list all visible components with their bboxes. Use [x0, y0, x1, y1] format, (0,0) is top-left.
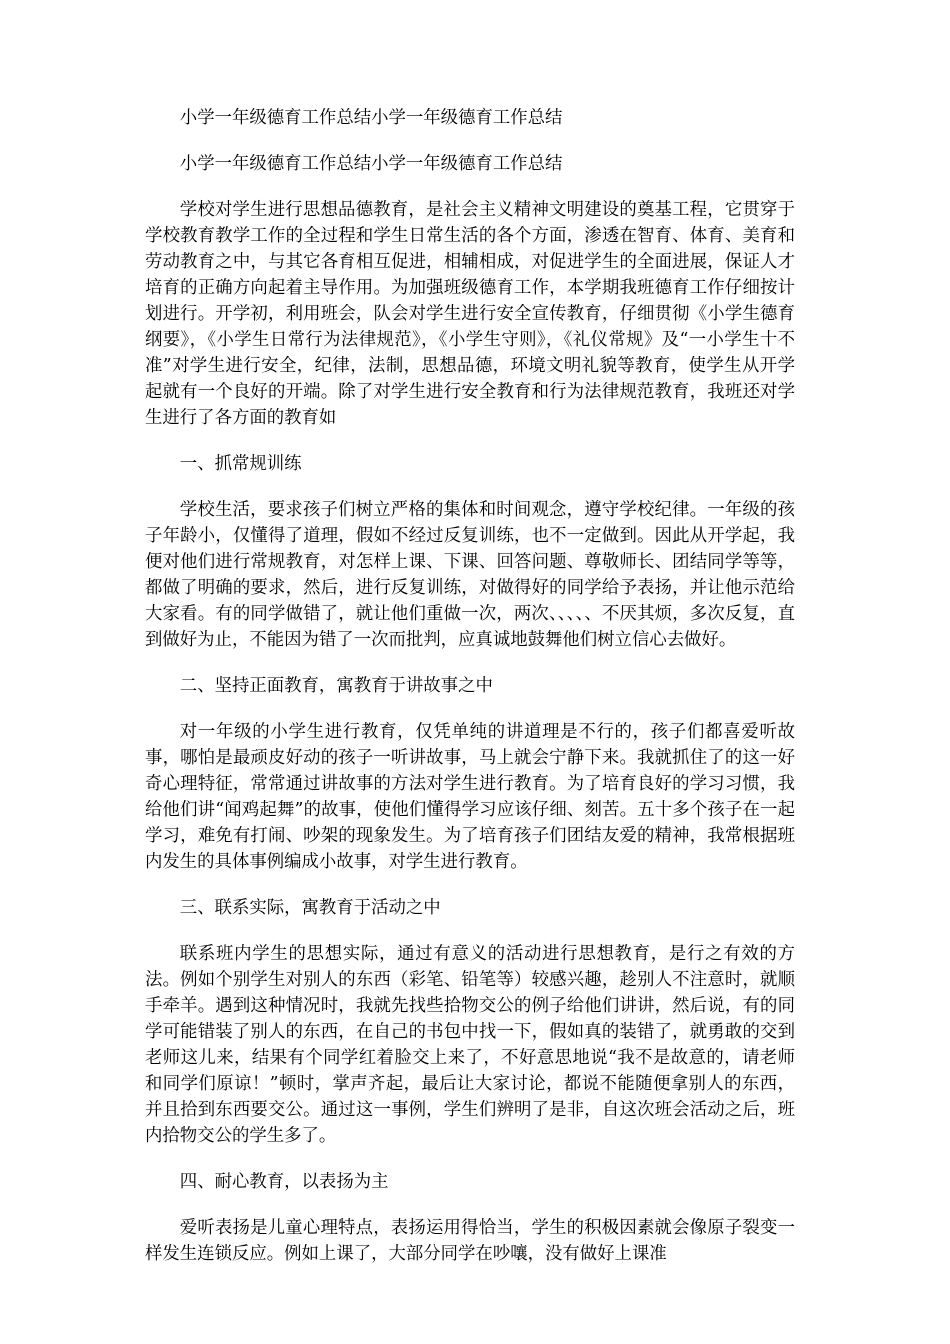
section-heading-2: 二、坚持正面教育，寓教育于讲故事之中	[179, 676, 493, 696]
document-title: 小学一年级德育工作总结小学一年级德育工作总结	[179, 108, 563, 128]
section-paragraph-3: 联系班内学生的思想实际，通过有意义的活动进行思想教育，是行之有效的方法。例如个别学生对别人的东西（彩笔、铅笔等）较感兴趣，趁别人不注意时，就顺手牵羊。遇到这种情况时，我就先找些拾物交公的例子给他们讲讲，然后说，有的同学可能错装了别人的东西，在自己的书包中找一下，假如真的装错了，就勇敢的交到老师这儿来，结果有个同学红着脸交上来了，不好意思地说“我不是故意的，请老师和同学们原谅！”顿时，掌声齐起，最后让大家讨论，都说不能随便拿别人的东西，并且拾到东西要交公。通过这一事例，学生们辨明了是非，自这次班会活动之后，班内拾物交公的学生多了。	[145, 944, 795, 1146]
section-heading-3: 三、联系实际，寓教育于活动之中	[179, 898, 441, 918]
section-heading-1: 一、抓常规训练	[179, 454, 302, 474]
intro-paragraph: 学校对学生进行思想品德教育，是社会主义精神文明建设的奠基工程，它贯穿于学校教育教学工作的全过程和学生日常生活的各个方面，渗透在智育、体育、美育和劳动教育之中，与其它各育相互促进，相辅相成，对促进学生的全面进展，保证人才培育的正确方向起着主导作用。为加强班级德育工作，本学期我班德育工作仔细按计划进行。开学初，利用班会，队会对学生进行安全宣传教育，仔细贯彻《小学生德育纲要》，《小学生日常行为法律规范》，《小学生守则》，《礼仪常规》及“一小学生十不准”对学生进行安全，纪律，法制，思想品德，环境文明礼貌等教育，使学生从开学起就有一个良好的开端。除了对学生进行安全教育和行为法律规范教育，我班还对学生进行了各方面的教育如	[145, 200, 795, 428]
section-paragraph-2: 对一年级的小学生进行教育，仅凭单纯的讲道理是不行的，孩子们都喜爱听故事，哪怕是最顽皮好动的孩子一听讲故事，马上就会宁静下来。我就抓住了的这一好奇心理特征，常常通过讲故事的方法对学生进行教育。为了培育良好的学习习惯，我给他们讲“闻鸡起舞”的故事，使他们懂得学习应该仔细、刻苦。五十多个孩子在一起学习，难免有打闹、吵架的现象发生。为了培育孩子们团结友爱的精神，我常根据班内发生的具体事例编成小故事，对学生进行教育。	[145, 722, 795, 872]
section-heading-4: 四、耐心教育，以表扬为主	[179, 1172, 389, 1192]
document-subtitle: 小学一年级德育工作总结小学一年级德育工作总结	[179, 154, 563, 174]
document-page	[145, 105, 795, 1287]
section-paragraph-4: 爱听表扬是儿童心理特点，表扬运用得恰当，学生的积极因素就会像原子裂变一样发生连锁反应。例如上课了，大部分同学在吵嚷，没有做好上课准	[145, 1218, 795, 1264]
section-paragraph-1: 学校生活，要求孩子们树立严格的集体和时间观念，遵守学校纪律。一年级的孩子年龄小，仅懂得了道理，假如不经过反复训练，也不一定做到。因此从开学起，我便对他们进行常规教育，对怎样上课、下课、回答问题、尊敬师长、团结同学等等，都做了明确的要求，然后，进行反复训练，对做得好的同学给予表扬，并让他示范给大家看。有的同学做错了，就让他们重做一次，两次、、、、、不厌其烦，多次反复，直到做好为止，不能因为错了一次而批判，应真诚地鼓舞他们树立信心去做好。	[145, 500, 795, 650]
